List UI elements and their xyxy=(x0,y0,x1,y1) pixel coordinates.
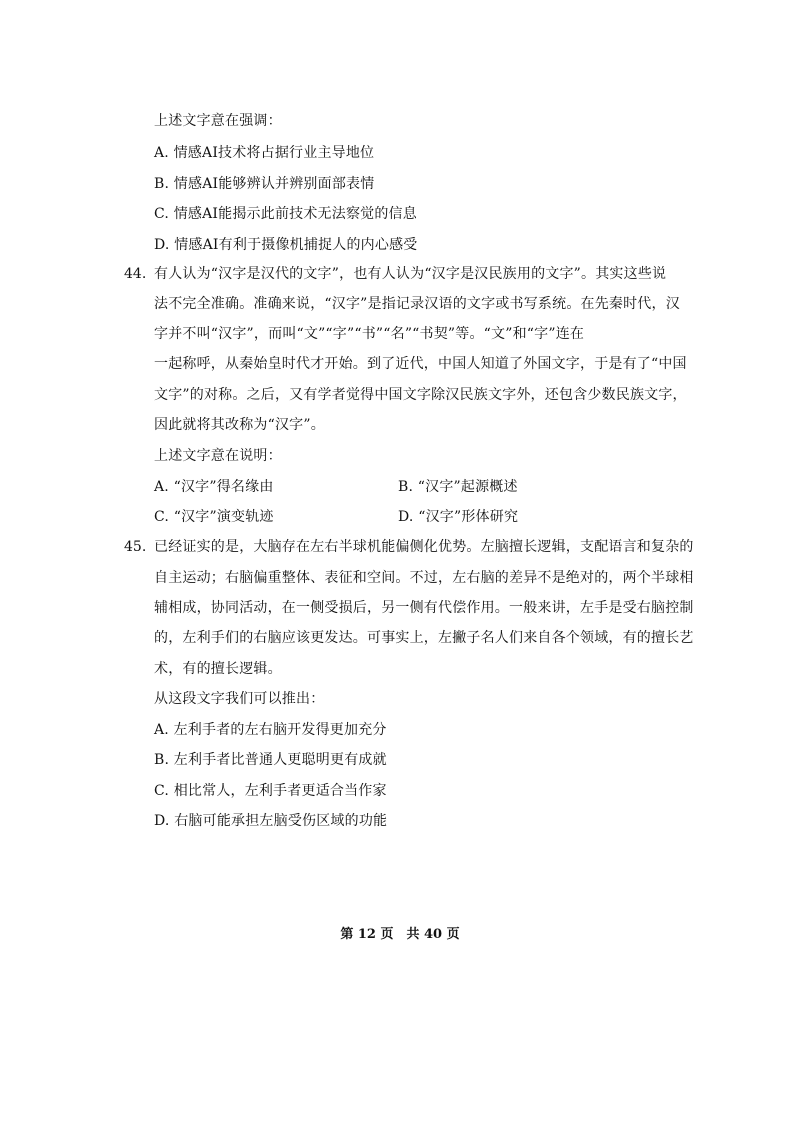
question-45-option-d: D. 右脑可能承担左脑受伤区域的功能 xyxy=(154,813,388,829)
question-45-line-3: 辅相成，协同活动，在一侧受损后，另一侧有代偿作用。一般来讲，左手是受右脑控制 xyxy=(154,600,694,616)
question-44-option-c: C. “汉字”演变轨迹 xyxy=(154,509,274,525)
question-45-line-4: 的，左利手们的右脑应该更发达。可事实上，左撇子名人们来自各个领域，有的擅长艺 xyxy=(154,630,694,646)
prev-question-prompt: 上述文字意在强调： xyxy=(154,113,282,129)
question-45-line-1: 已经证实的是，大脑存在左右半球机能偏侧化优势。左脑擅长逻辑，支配语言和复杂的 xyxy=(154,539,694,555)
prev-option-d: D. 情感AI有利于摄像机捕捉人的内心感受 xyxy=(154,237,418,253)
prev-option-a: A. 情感AI技术将占据行业主导地位 xyxy=(154,145,375,161)
question-44-line-1: 有人认为“汉字是汉代的文字”，也有人认为“汉字是汉民族用的文字”。其实这些说 xyxy=(154,266,667,282)
question-44-number: 44. xyxy=(124,266,147,282)
question-44-option-b: B. “汉字”起源概述 xyxy=(398,479,518,495)
prev-option-b: B. 情感AI能够辨认并辨别面部表情 xyxy=(154,176,375,192)
question-45-line-5: 术，有的擅长逻辑。 xyxy=(154,661,282,677)
question-44-line-6: 因此就将其改称为“汉字”。 xyxy=(154,417,325,433)
question-45-line-2: 自主运动；右脑偏重整体、表征和空间。不过，左右脑的差异不是绝对的，两个半球相 xyxy=(154,570,694,586)
question-44-option-a: A. “汉字”得名缘由 xyxy=(154,479,274,495)
question-45-number: 45. xyxy=(124,539,147,555)
question-44-line-2: 法不完全准确。准确来说，“汉字”是指记录汉语的文字或书写系统。在先秦时代，汉 xyxy=(154,296,680,312)
question-45-prompt: 从这段文字我们可以推出： xyxy=(154,691,325,707)
question-44-option-d: D. “汉字”形体研究 xyxy=(398,509,519,525)
question-44-line-5: 文字”的对称。之后，又有学者觉得中国文字除汉民族文字外，还包含少数民族文字， xyxy=(154,387,687,403)
prev-option-c: C. 情感AI能揭示此前技术无法察觉的信息 xyxy=(154,206,417,222)
question-45-option-b: B. 左利手者比普通人更聪明更有成就 xyxy=(154,752,387,768)
question-44-line-3: 字并不叫“汉字”，而叫“文”“字”“书”“名”“书契”等。“文”和“字”连在 xyxy=(154,326,585,342)
question-45-option-a: A. 左利手者的左右脑开发得更加充分 xyxy=(154,722,387,738)
question-44-prompt: 上述文字意在说明： xyxy=(154,448,282,464)
page-number-footer: 第 12 页 共 40 页 xyxy=(340,927,460,942)
question-44-line-4: 一起称呼，从秦始皇时代才开始。到了近代，中国人知道了外国文字，于是有了“中国 xyxy=(154,356,687,372)
question-45-option-c: C. 相比常人，左利手者更适合当作家 xyxy=(154,783,387,799)
